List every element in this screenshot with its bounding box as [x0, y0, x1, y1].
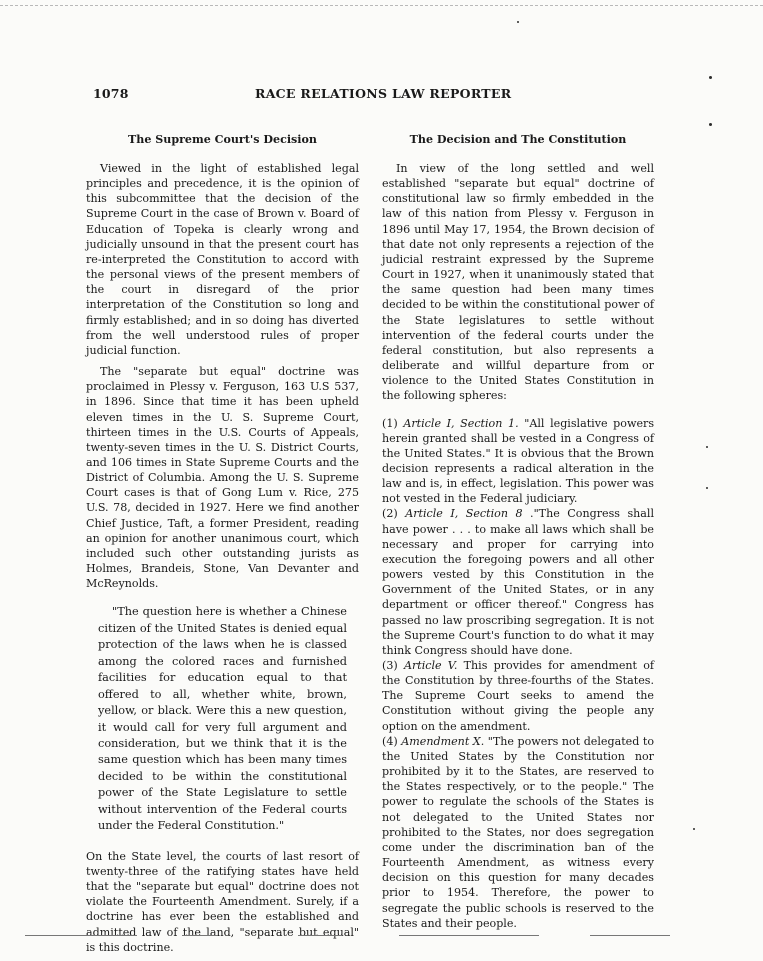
list-item [382, 416, 654, 507]
bottom-scan-rule [590, 935, 670, 936]
item-number: (4) [382, 734, 398, 748]
bottom-scan-rule [298, 935, 342, 936]
list-item [382, 658, 654, 734]
right-column [382, 132, 654, 931]
scan-speck [709, 76, 712, 79]
scan-speck [706, 446, 708, 448]
scan-speck [693, 828, 695, 830]
page-number: 1078 [93, 86, 129, 101]
section-heading-supreme-court-decision: The Supreme Court's Decision [128, 133, 317, 146]
item-text: This provides for amendment of the Constitution by three-fourths of the States. The Supreme Court seeks to amend the Constitution without giving the people any option on the amendment. [382, 659, 655, 733]
paragraph: The "separate but equal" doctrine was proclaimed in Plessy v. Ferguson, 163 U.S 537, in 1896. Since that time it has been upheld eleven times in the U. S. Supreme Court, thirteen times in the U.S. Courts of Appeals, twenty-seven times in the U. S. District Courts, and 106 times in State Supreme Courts and the District of Columbia. Among the U. S. Supreme Court cases is that of Gong Lum v. Rice, 275 U.S. 78, decided in 1927. Here we find another Chief Justice, Taft, a former President, reading an opinion for another unanimous court, which included such other outstanding jurists as Holmes, Brandeis, Stone, Van Devanter and McReynolds. [86, 365, 359, 591]
top-dashed-border [0, 5, 763, 6]
item-text: "All legislative powers herein granted shall be vested in a Congress of the United States." It is obvious that the Brown decision represents a radical alteration in the law and is, in effect, legislation. This power was not vested in the Federal judiciary. [382, 416, 655, 506]
list-item [382, 734, 654, 931]
item-number: (1) [382, 416, 398, 430]
constitutional-spheres-list [382, 416, 654, 931]
item-citation: Article V. [403, 659, 458, 672]
left-column [86, 132, 359, 961]
page-header [0, 86, 763, 106]
list-item [382, 506, 654, 658]
scan-speck [517, 21, 519, 23]
item-number: (3) [382, 659, 398, 672]
block-quote: "The question here is whether a Chinese citizen of the United States is denied equal protection of the laws when he is classed among the colored races and furnished facilities for education equal to that offered to all, whether white, brown, yellow, or black. Were this a new question, it would call for very full argument and consideration, but we think that it is the same question which has been many times decided to be within the constitutional power of the State Legislature to settle without intervention of the Federal courts under the Federal Constitution." [98, 605, 347, 833]
item-citation: Article I, Section 8 [405, 507, 523, 521]
paragraph: In view of the long settled and well established "separate but equal" doctrine of constitutional law so firmly embedded in the law of this nation from Plessy v. Ferguson in 1896 until May 17, 1954, the Brown decision of that date not only represents a rejection of the judicial restraint expressed by the Supreme Court in 1927, when it unanimously stated that the same question had been many times decided to be within the constitutional power of the State legislatures to settle without intervention of the federal courts under the federal constitution, but also represents a deliberate and willful departure from or violence to the United States Constitution in the following spheres: [382, 162, 654, 403]
item-citation: Article I, Section 1. [403, 416, 519, 430]
paragraph: On the State level, the courts of last resort of twenty-three of the ratifying states have held that the "separate but equal" doctrine does not violate the Fourteenth Amendment. Surely, if a doctrine has ever been the established and admitted law of the land, "separate but equal" is this doctrine. [86, 849, 359, 954]
item-text: ."The Congress shall have power . . . to make all laws which shall be necessary and proper for carrying into execution the foregoing powers and all other powers vested by this Constitution in the Government of the United States, or in any department or officer thereof." Congress has passed no law proscribing segregation. It is not the Supreme Court's function to do what it may think Congress should have done. [382, 507, 654, 657]
bottom-scan-rule [25, 935, 137, 936]
section-heading-decision-and-constitution: The Decision and The Constitution [409, 133, 627, 146]
item-citation: Amendment X. [401, 734, 485, 748]
bottom-scan-rule [182, 935, 218, 936]
paragraph: Viewed in the light of established legal principles and precedence, it is the opinion of this subcommittee that the decision of the Supreme Court in the case of Brown v. Board of Education of Topeka is clearly wrong and judicially unsound in that the present court has re-interpreted the Constitution to accord with the personal views of the present members of the court in disregard of the prior interpretation of the Constitution so long and firmly established; and in so doing has diverted from the well understood rules of proper judicial function. [86, 162, 359, 357]
bottom-scan-rule [399, 935, 539, 936]
item-text: "The powers not delegated to the United States by the Constitution nor prohibited by it to the States, are reserved to the States respectively, or to the people." The power to regulate the schools of the States is not delegated to the United States nor prohibited to the States, nor does segregation come under the discrimination ban of the Fourteenth Amendment, as witness every decision on this question for many decades prior to 1954. Therefore, the power to segregate the public schools is reserved to the States and their people. [382, 734, 654, 930]
running-head: RACE RELATIONS LAW REPORTER [255, 86, 512, 101]
scan-speck [709, 123, 712, 126]
scan-speck [706, 487, 708, 489]
item-number: (2) [382, 507, 398, 521]
